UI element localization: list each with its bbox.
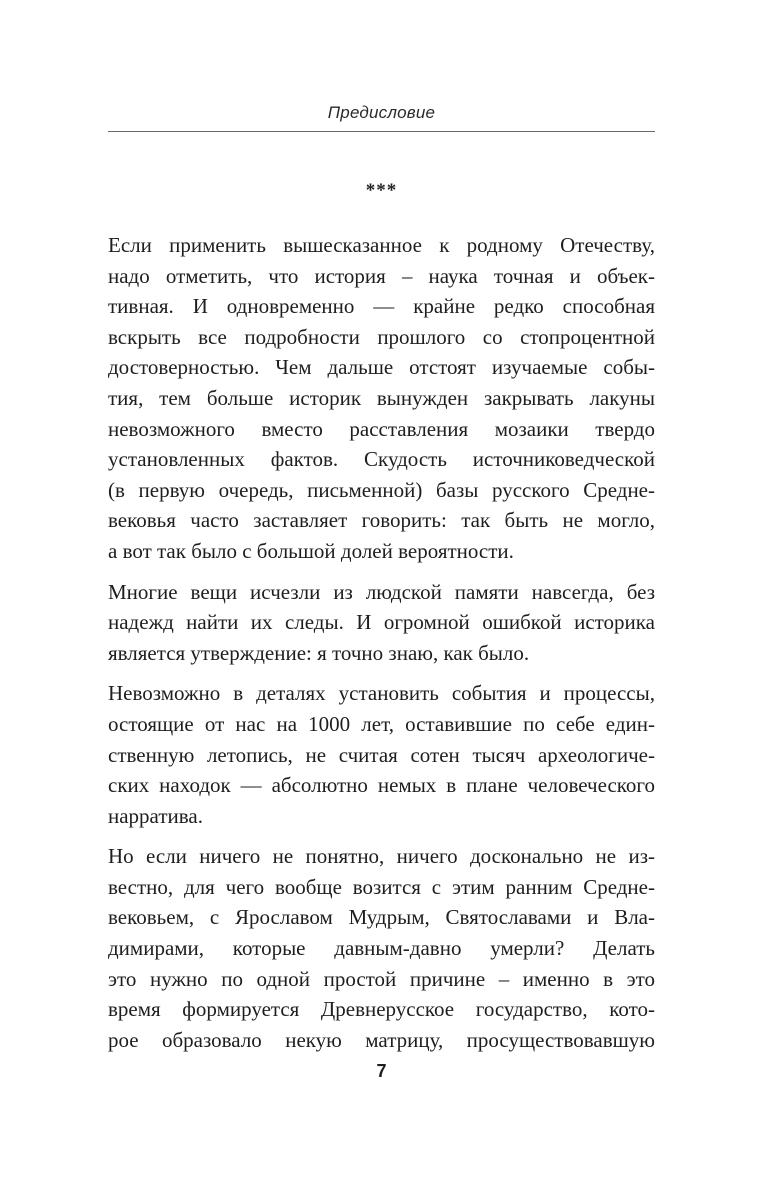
- text-line: Многие вещи исчезли из людской памяти навсегда, без: [108, 579, 655, 604]
- section-separator: ***: [365, 180, 398, 201]
- text-line: ских находок — абсолютно немых в плане человеческого: [108, 773, 655, 798]
- text-line: рое образовало некую матрицу, просуществовавшую: [108, 1027, 655, 1052]
- running-head: Предисловие: [327, 103, 436, 122]
- header-rule: [108, 131, 655, 132]
- text-line: надо отметить, что история – наука точная и объек-: [108, 263, 655, 288]
- text-line: время формируется Древнерусское государство, кото-: [108, 997, 655, 1022]
- text-line: а вот так было с большой долей вероятности.: [108, 538, 514, 563]
- text-line: ственную летопись, не считая сотен тысяч археологиче-: [108, 742, 655, 767]
- body-text: [108, 230, 655, 1065]
- text-line: тия, тем больше историк вынужден закрывать лакуны: [108, 385, 655, 410]
- paragraph: [108, 577, 655, 669]
- text-line: вестно, для чего вообще возится с этим ранним Средне-: [108, 874, 655, 899]
- text-line: вековьем, с Ярославом Мудрым, Святославами и Вла-: [108, 905, 655, 930]
- paragraph: [108, 841, 655, 1055]
- page-number: 7: [376, 1061, 387, 1081]
- text-line: Невозможно в деталях установить события и процессы,: [108, 681, 655, 706]
- text-line: установленных фактов. Скудость источниковедческой: [108, 447, 655, 472]
- text-line: (в первую очередь, письменной) базы русского Средне-: [108, 477, 655, 502]
- text-line: вековья часто заставляет говорить: так быть не могло,: [108, 508, 655, 533]
- text-line: невозможного вместо расставления мозаики твердо: [108, 416, 655, 441]
- text-line: остоящие от нас на 1000 лет, оставившие по себе един-: [108, 711, 655, 736]
- text-line: тивная. И одновременно — крайне редко способная: [108, 294, 655, 319]
- text-line: нарратива.: [108, 803, 203, 828]
- text-line: надежд найти их следы. И огромной ошибкой историка: [108, 610, 655, 635]
- paragraph: [108, 678, 655, 831]
- text-line: димирами, которые давным-давно умерли? Делать: [108, 936, 655, 961]
- text-line: является утверждение: я точно знаю, как было.: [108, 640, 530, 665]
- paragraph: [108, 230, 655, 567]
- text-line: это нужно по одной простой причине – именно в это: [108, 966, 655, 991]
- text-line: достоверностью. Чем дальше отстоят изучаемые собы-: [108, 355, 655, 380]
- text-line: Если применить вышесказанное к родному Отечеству,: [108, 233, 655, 257]
- text-line: вскрыть все подробности прошлого со стопроцентной: [108, 324, 655, 349]
- text-line: Но если ничего не понятно, ничего досконально не из-: [108, 844, 655, 869]
